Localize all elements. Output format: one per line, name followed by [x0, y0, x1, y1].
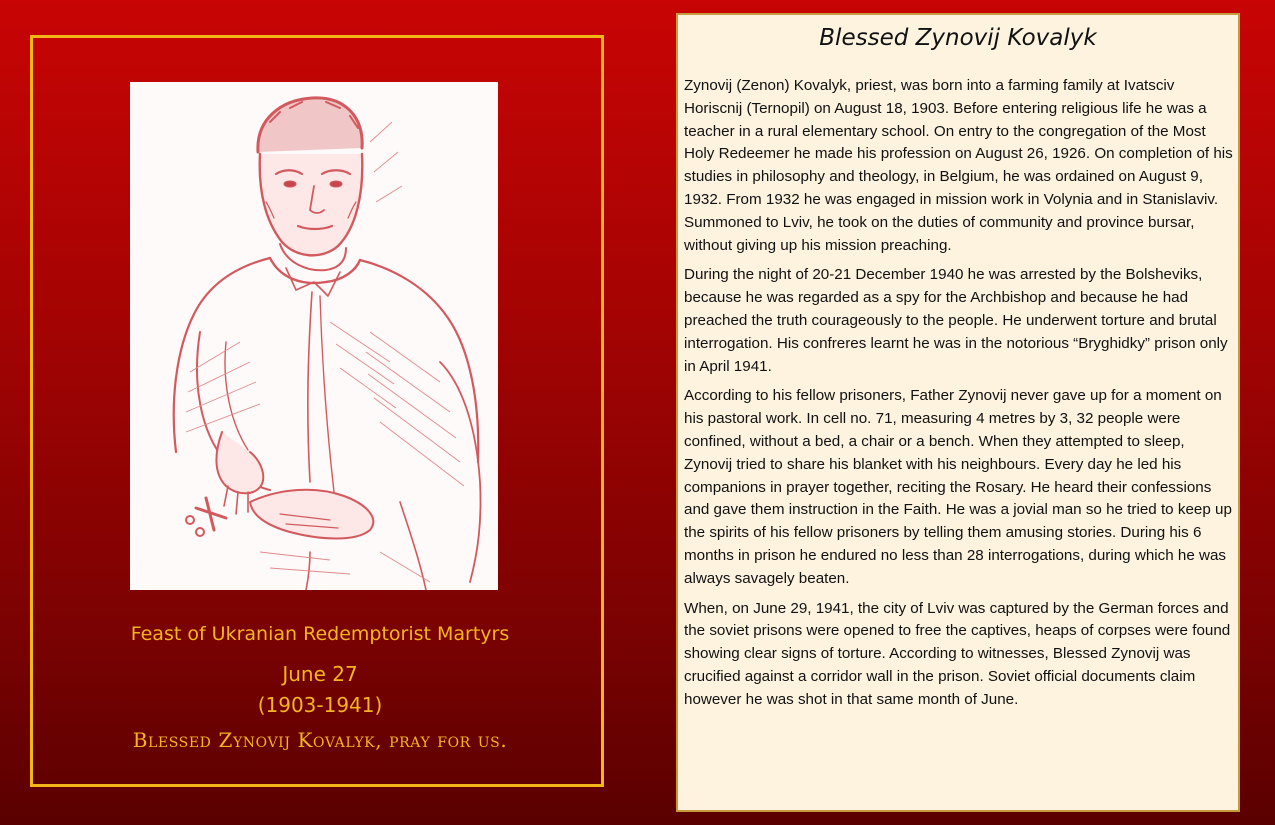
biography-title: Blessed Zynovij Kovalyk: [819, 25, 1097, 51]
portrait-drawing: [130, 82, 498, 590]
biography-paragraph: Zynovij (Zenon) Kovalyk, priest, was born into a farming family at Ivatsciv Horiscnij (Ternopil) on August 18, 1903. Before entering religious life he was a teacher in a rural elementary school. On entry to the congregation of the Most Holy Redeemer he made his profession on August 26, 1926. On completion of his studies in philosophy and theology, in Belgium, he was ordained on August 9, 1932. From 1932 he was engaged in mission work in Volynia and in Stanislaviv. Summoned to Lviv, he took on the duties of community and province bursar, without giving up his mission preaching.: [684, 77, 1233, 254]
life-years: (1903-1941): [257, 693, 383, 717]
biography-panel: [676, 13, 1240, 812]
biography-paragraph: During the night of 20-21 December 1940 he was arrested by the Bolsheviks, because he was regarded as a spy for the Archbishop and because he had preached the truth courageously to the people. He underwent torture and brutal interrogation. His confreres learnt he was in the notorious “Bryghidky” prison only in April 1941.: [684, 266, 1228, 375]
prayer-caption: Blessed Zynovij Kovalyk, pray for us.: [132, 728, 508, 752]
feast-caption: Feast of Ukranian Redemptorist Martyrs: [130, 623, 510, 645]
biography-body: [684, 75, 1234, 719]
biography-paragraph: According to his fellow prisoners, Father Zynovij never gave up for a moment on his pastoral work. In cell no. 71, measuring 4 metres by 3, 32 people were confined, without a bed, a chair or a bench. When they attempted to sleep, Zynovij tried to share his blanket with his neighbours. Every day he led his companions in prayer together, reciting the Rosary. He heard their confessions and gave them instruction in the Faith. He was a jovial man so he tried to keep up the spirits of his fellow prisoners by telling them amusing stories. During his 6 months in prison he endured no less than 28 interrogations, during which he was always savagely beaten.: [684, 387, 1232, 587]
biography-paragraph: When, on June 29, 1941, the city of Lviv was captured by the German forces and the soviet prisons were opened to free the captives, heaps of corpses were found showing clear signs of torture. According to witnesses, Blessed Zynovij was crucified against a corridor wall in the prison. Soviet official documents claim however he was shot in that same month of June.: [684, 599, 1231, 708]
feast-date: June 27: [282, 662, 358, 686]
portrait-sketch: [130, 82, 498, 590]
